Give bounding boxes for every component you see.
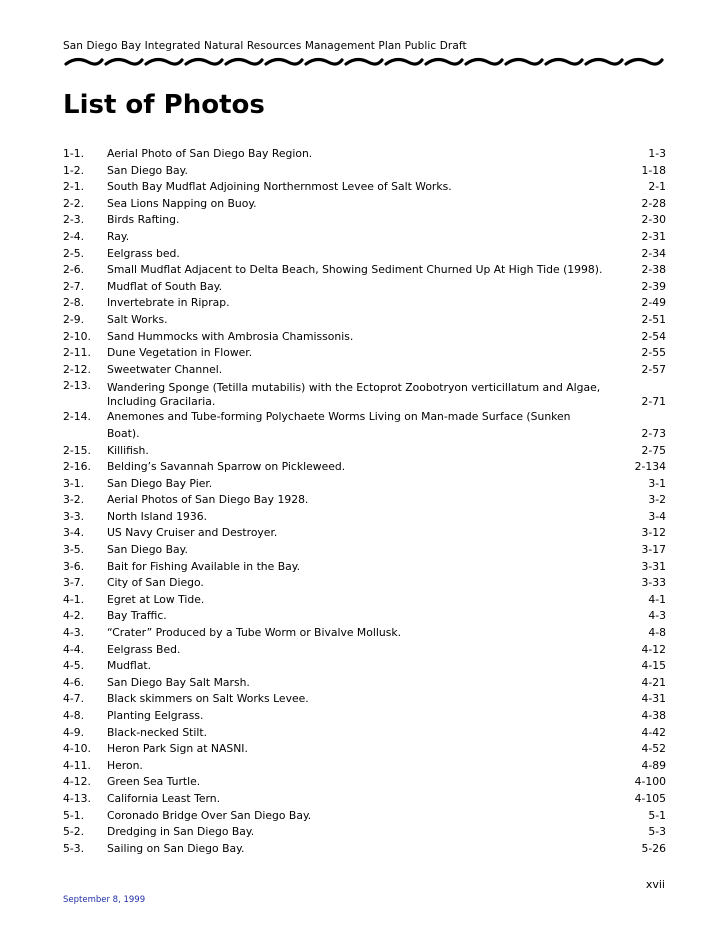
photo-number: 4-3. <box>63 626 85 640</box>
photo-page: 2-31 <box>641 229 666 243</box>
photo-caption: North Island 1936. <box>107 509 208 523</box>
photo-caption: Mudflat of South Bay. <box>107 279 223 293</box>
photo-caption: Bay Traffic. <box>107 609 167 623</box>
list-item[interactable] <box>63 179 666 196</box>
photo-number: 2-11. <box>63 346 91 360</box>
photo-caption: San Diego Bay Salt Marsh. <box>107 675 250 689</box>
photo-caption: Bait for Fishing Available in the Bay. <box>107 559 301 573</box>
list-item[interactable] <box>63 279 666 296</box>
list-item[interactable] <box>63 229 666 246</box>
page-number: xvii <box>645 878 665 891</box>
photo-caption: Birds Rafting. <box>107 213 180 227</box>
photo-caption: Planting Eelgrass. <box>107 709 204 722</box>
photo-page: 3-12 <box>641 526 666 540</box>
photo-page: 4-31 <box>641 692 666 706</box>
photo-page: 2-71 <box>641 395 666 409</box>
photo-caption: Wandering Sponge (Tetilla mutabilis) with the Ectoprot Zoobotryon verticillatum and Algae, Including Gracilaria. <box>107 381 601 409</box>
photo-caption: Dredging in San Diego Bay. <box>107 825 255 839</box>
list-item[interactable] <box>63 492 666 509</box>
photo-page: 2-1 <box>648 180 666 194</box>
photo-number: 4-5. <box>63 659 85 673</box>
photo-caption: Eelgrass bed. <box>107 246 180 260</box>
photo-number: 4-13. <box>63 791 91 805</box>
photo-number: 2-2. <box>63 196 85 210</box>
photo-page: 3-31 <box>641 559 666 573</box>
photo-page: 2-54 <box>641 329 666 343</box>
photo-page: 4-100 <box>634 775 666 789</box>
photo-number: 4-2. <box>63 609 85 623</box>
photo-caption: Belding’s Savannah Sparrow on Pickleweed. <box>107 460 346 474</box>
list-item[interactable] <box>63 212 666 229</box>
photo-number: 2-4. <box>63 229 85 243</box>
photo-caption: California Least Tern. <box>107 791 221 805</box>
list-item[interactable] <box>63 246 666 263</box>
photo-page: 3-4 <box>648 509 666 523</box>
photo-page: 5-3 <box>648 825 666 839</box>
photo-number: 2-7. <box>63 279 85 293</box>
photo-caption: San Diego Bay. <box>107 543 188 557</box>
photo-caption: Sea Lions Napping on Buoy. <box>107 196 257 210</box>
photo-number: 2-13. <box>63 379 91 393</box>
photo-caption: US Navy Cruiser and Destroyer. <box>107 526 278 540</box>
photo-number: 4-12. <box>63 775 91 789</box>
list-item[interactable] <box>63 525 666 542</box>
page-title: List of Photos <box>63 90 265 120</box>
photo-number: 4-8. <box>63 709 85 722</box>
photo-caption: Heron. <box>107 758 143 772</box>
photo-number: 5-3. <box>63 841 85 855</box>
photo-caption: Green Sea Turtle. <box>107 775 201 789</box>
photo-caption: San Diego Bay. <box>107 163 188 177</box>
list-item[interactable] <box>63 262 666 279</box>
photo-page: 2-75 <box>641 443 666 457</box>
photo-page: 5-26 <box>641 841 666 855</box>
photo-number: 2-3. <box>63 213 85 227</box>
photo-page: 1-3 <box>648 147 666 160</box>
list-item[interactable] <box>63 163 666 180</box>
photo-page: 2-49 <box>641 296 666 310</box>
photo-number: 2-10. <box>63 329 91 343</box>
list-item[interactable] <box>63 312 666 329</box>
photo-number: 4-4. <box>63 642 85 656</box>
photo-caption: City of San Diego. <box>107 576 204 590</box>
list-item[interactable] <box>63 443 666 460</box>
photo-number: 3-7. <box>63 576 85 590</box>
photo-caption: Anemones and Tube-forming Polychaete Worms Living on Man-made Surface (Sunken Boat). <box>107 410 571 440</box>
list-item[interactable] <box>63 725 666 742</box>
photo-page: 4-42 <box>641 725 666 739</box>
photo-page: 2-51 <box>641 312 666 326</box>
photo-page: 2-28 <box>641 196 666 210</box>
photo-number: 2-1. <box>63 180 85 194</box>
photo-caption: Dune Vegetation in Flower. <box>107 346 253 360</box>
photo-number: 2-16. <box>63 460 91 474</box>
list-item[interactable] <box>63 675 666 692</box>
list-item[interactable] <box>63 824 666 841</box>
photo-number: 3-2. <box>63 493 85 507</box>
photo-number: 4-1. <box>63 592 85 606</box>
photo-list <box>63 146 666 857</box>
list-item[interactable] <box>63 691 666 708</box>
photo-number: 3-3. <box>63 509 85 523</box>
list-item[interactable] <box>63 808 666 825</box>
photo-page: 4-1 <box>648 592 666 606</box>
list-item[interactable] <box>63 295 666 312</box>
list-item[interactable] <box>63 509 666 526</box>
photo-caption: Egret at Low Tide. <box>107 592 205 606</box>
list-item[interactable] <box>63 378 666 409</box>
photo-number: 3-6. <box>63 559 85 573</box>
list-item[interactable] <box>63 592 666 609</box>
photo-caption: Small Mudflat Adjacent to Delta Beach, Showing Sediment Churned Up At High Tide (1998). <box>107 263 603 277</box>
photo-caption: San Diego Bay Pier. <box>107 476 213 490</box>
running-header: San Diego Bay Integrated Natural Resources Management Plan Public Draft <box>63 40 467 52</box>
list-item[interactable] <box>63 146 666 163</box>
photo-caption: Aerial Photos of San Diego Bay 1928. <box>107 493 309 507</box>
photo-caption: Mudflat. <box>107 659 152 673</box>
photo-page: 2-57 <box>641 362 666 376</box>
list-item[interactable] <box>63 329 666 346</box>
photo-number: 3-1. <box>63 476 85 490</box>
photo-number: 2-12. <box>63 362 91 376</box>
list-item[interactable] <box>63 459 666 476</box>
photo-page: 4-3 <box>648 609 666 623</box>
photo-number: 2-5. <box>63 246 85 260</box>
photo-caption: Salt Works. <box>107 312 168 326</box>
photo-number: 2-6. <box>63 263 85 277</box>
list-item[interactable] <box>63 625 666 642</box>
photo-number: 5-2. <box>63 825 85 839</box>
photo-page: 2-39 <box>641 279 666 293</box>
photo-number: 4-11. <box>63 758 91 772</box>
photo-number: 3-4. <box>63 526 85 540</box>
photo-page: 3-2 <box>648 493 666 507</box>
list-item[interactable] <box>63 642 666 659</box>
photo-page: 1-18 <box>641 163 666 177</box>
photo-number: 5-1. <box>63 808 85 822</box>
photo-page: 2-73 <box>641 426 666 440</box>
photo-caption: Invertebrate in Riprap. <box>107 296 230 310</box>
photo-caption: Killifish. <box>107 443 149 457</box>
photo-page: 2-30 <box>641 213 666 227</box>
photo-page: 2-134 <box>634 460 666 474</box>
list-item[interactable] <box>63 362 666 379</box>
photo-caption: Sailing on San Diego Bay. <box>107 841 245 855</box>
list-item[interactable] <box>63 841 666 858</box>
photo-page: 4-21 <box>641 675 666 689</box>
photo-page: 4-38 <box>641 709 666 722</box>
photo-page: 4-105 <box>634 791 666 805</box>
footer-date: September 8, 1999 <box>63 895 146 905</box>
photo-caption: Black-necked Stilt. <box>107 725 208 739</box>
photo-caption: South Bay Mudflat Adjoining Northernmost Levee of Salt Works. <box>107 180 452 194</box>
photo-page: 3-33 <box>641 576 666 590</box>
list-item[interactable] <box>63 658 666 675</box>
photo-caption: Black skimmers on Salt Works Levee. <box>107 692 309 706</box>
photo-page: 4-12 <box>641 642 666 656</box>
photo-number: 2-8. <box>63 296 85 310</box>
photo-number: 4-9. <box>63 725 85 739</box>
list-item[interactable] <box>63 345 666 362</box>
photo-page: 2-55 <box>641 346 666 360</box>
photo-number: 2-14. <box>63 410 91 424</box>
list-item[interactable] <box>63 476 666 493</box>
photo-caption: Eelgrass Bed. <box>107 642 181 656</box>
list-item[interactable] <box>63 758 666 775</box>
photo-number: 1-1. <box>63 147 85 160</box>
photo-page: 5-1 <box>648 808 666 822</box>
photo-page: 3-17 <box>641 543 666 557</box>
photo-number: 3-5. <box>63 543 85 557</box>
photo-page: 4-15 <box>641 659 666 673</box>
photo-number: 2-9. <box>63 312 85 326</box>
photo-number: 4-7. <box>63 692 85 706</box>
photo-page: 3-1 <box>648 476 666 490</box>
list-item[interactable] <box>63 409 666 442</box>
photo-number: 2-15. <box>63 443 91 457</box>
list-item[interactable] <box>63 791 666 808</box>
photo-page: 4-52 <box>641 742 666 756</box>
photo-caption: Sand Hummocks with Ambrosia Chamissonis. <box>107 329 354 343</box>
list-item[interactable] <box>63 575 666 592</box>
photo-caption: Ray. <box>107 229 130 243</box>
list-item[interactable] <box>63 542 666 559</box>
list-item[interactable] <box>63 559 666 576</box>
photo-page: 2-34 <box>641 246 666 260</box>
photo-number: 4-10. <box>63 742 91 756</box>
photo-number: 1-2. <box>63 163 85 177</box>
photo-page: 4-89 <box>641 758 666 772</box>
list-item[interactable] <box>63 608 666 625</box>
photo-caption: Coronado Bridge Over San Diego Bay. <box>107 808 312 822</box>
wave-rule-decoration <box>64 56 664 68</box>
list-item[interactable] <box>63 774 666 791</box>
list-item[interactable] <box>63 708 666 725</box>
photo-caption: Sweetwater Channel. <box>107 362 223 376</box>
photo-caption: Aerial Photo of San Diego Bay Region. <box>107 147 313 160</box>
list-item[interactable] <box>63 741 666 758</box>
list-item[interactable] <box>63 196 666 213</box>
photo-page: 4-8 <box>648 626 666 640</box>
photo-page: 2-38 <box>641 263 666 277</box>
photo-number: 4-6. <box>63 675 85 689</box>
photo-caption: Heron Park Sign at NASNI. <box>107 742 248 756</box>
photo-caption: “Crater” Produced by a Tube Worm or Bivalve Mollusk. <box>107 626 402 640</box>
